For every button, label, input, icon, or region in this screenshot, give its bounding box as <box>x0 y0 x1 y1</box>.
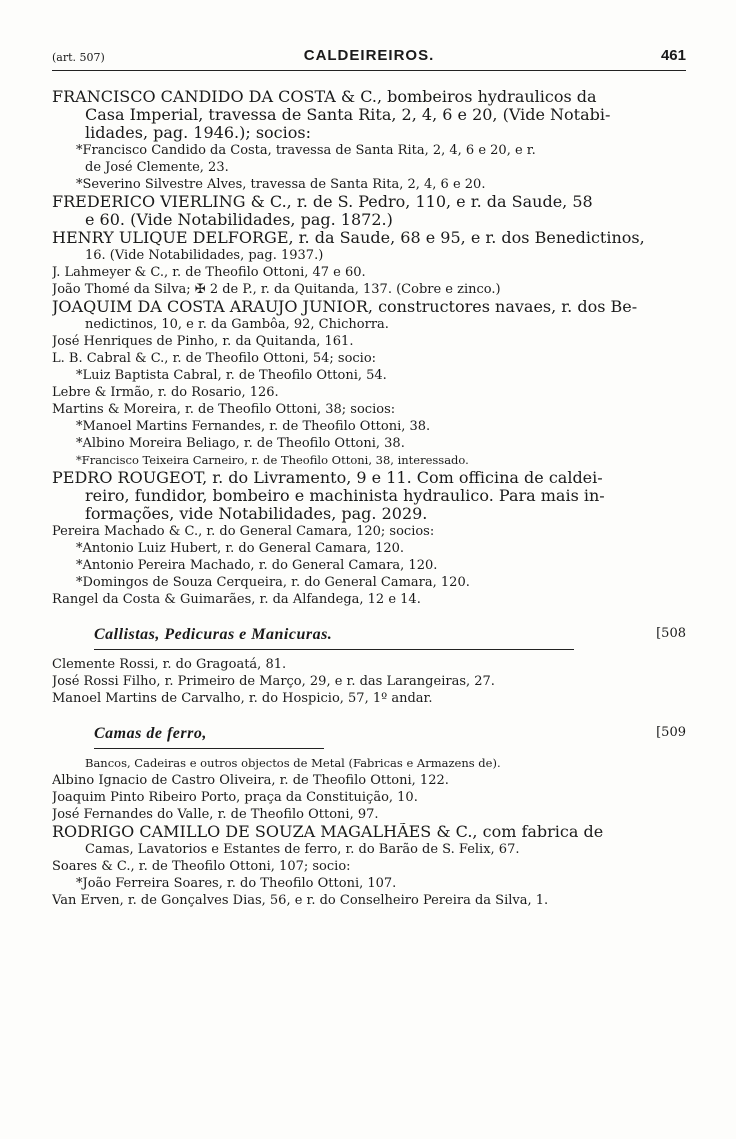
directory-entry: L. B. Cabral & C., r. de Theofilo Ottoni, 54; socio: <box>52 351 377 366</box>
directory-entry: *Severino Silvestre Alves, travessa de Santa Rita, 2, 4, 6 e 20. <box>76 177 486 192</box>
directory-entry: FRANCISCO CANDIDO DA COSTA & C., bombeiros hydraulicos da <box>52 88 597 106</box>
directory-entry: *Albino Moreira Beliago, r. de Theofilo Ottoni, 38. <box>76 436 405 451</box>
section-title: Callistas, Pedicuras e Manicuras. <box>94 626 333 643</box>
directory-entry: *Domingos de Souza Cerqueira, r. do General Camara, 120. <box>76 575 470 590</box>
directory-entry: Camas, Lavatorios e Estantes de ferro, r. do Barão de S. Felix, 67. <box>85 842 520 857</box>
section-number: [509 <box>656 725 686 740</box>
directory-entry: formações, vide Notabilidades, pag. 2029. <box>85 505 428 523</box>
directory-entry: J. Lahmeyer & C., r. de Theofilo Ottoni, 47 e 60. <box>52 265 366 280</box>
section-number: [508 <box>656 626 686 641</box>
article-ref: (art. 507) <box>52 51 105 64</box>
directory-entry: de José Clemente, 23. <box>85 160 229 175</box>
directory-entry: Lebre & Irmão, r. do Rosario, 126. <box>52 385 279 400</box>
directory-entry: 16. (Vide Notabilidades, pag. 1937.) <box>85 248 324 263</box>
page-title: CALDEIREIROS. <box>303 47 435 64</box>
directory-entry: João Thomé da Silva; ✠ 2 de P., r. da Quitanda, 137. (Cobre e zinco.) <box>52 282 501 297</box>
directory-entry: Rangel da Costa & Guimarães, r. da Alfandega, 12 e 14. <box>52 592 421 607</box>
directory-entry: reiro, fundidor, bombeiro e machinista hydraulico. Para mais in- <box>85 487 605 505</box>
section-rule <box>94 649 574 650</box>
directory-entry: *Manoel Martins Fernandes, r. de Theofilo Ottoni, 38. <box>76 419 431 434</box>
directory-entry: José Fernandes do Valle, r. de Theofilo Ottoni, 97. <box>52 807 379 822</box>
section-rule <box>94 748 324 749</box>
directory-entry: Van Erven, r. de Gonçalves Dias, 56, e r. do Conselheiro Pereira da Silva, 1. <box>52 893 549 908</box>
directory-entry: *Antonio Luiz Hubert, r. do General Camara, 120. <box>76 541 405 556</box>
directory-entry: JOAQUIM DA COSTA ARAUJO JUNIOR, constructores navaes, r. dos Be- <box>52 298 638 316</box>
directory-entry: FREDERICO VIERLING & C., r. de S. Pedro, 110, e r. da Saude, 58 <box>52 193 593 211</box>
directory-entry: Clemente Rossi, r. do Gragoatá, 81. <box>52 657 287 672</box>
directory-entry: e 60. (Vide Notabilidades, pag. 1872.) <box>85 211 393 229</box>
section-heading-509 <box>52 721 686 755</box>
camas-list <box>52 755 686 909</box>
directory-entry: Albino Ignacio de Castro Oliveira, r. de Theofilo Ottoni, 122. <box>52 773 449 788</box>
callistas-list <box>52 656 686 707</box>
header-rule <box>52 70 686 71</box>
directory-entry: nedictinos, 10, e r. da Gambôa, 92, Chichorra. <box>85 317 389 332</box>
directory-entry: Joaquim Pinto Ribeiro Porto, praça da Constituição, 10. <box>52 790 418 805</box>
directory-entry: Martins & Moreira, r. de Theofilo Ottoni, 38; socios: <box>52 402 396 417</box>
section-title: Camas de ferro, <box>94 725 207 742</box>
directory-entry: *Luiz Baptista Cabral, r. de Theofilo Ottoni, 54. <box>76 368 387 383</box>
caldeireiros-list <box>52 88 686 608</box>
directory-entry: José Rossi Filho, r. Primeiro de Março, 29, e r. das Larangeiras, 27. <box>52 674 495 689</box>
directory-entry: PEDRO ROUGEOT, r. do Livramento, 9 e 11. Com officina de caldei- <box>52 469 603 487</box>
directory-entry: RODRIGO CAMILLO DE SOUZA MAGALHÃES & C., com fabrica de <box>52 823 604 841</box>
directory-entry: Pereira Machado & C., r. do General Camara, 120; socios: <box>52 524 435 539</box>
page-header <box>52 47 686 71</box>
directory-entry: *Antonio Pereira Machado, r. do General Camara, 120. <box>76 558 438 573</box>
directory-entry: *João Ferreira Soares, r. do Theofilo Ottoni, 107. <box>76 876 397 891</box>
directory-entry: Casa Imperial, travessa de Santa Rita, 2, 4, 6 e 20, (Vide Notabi- <box>85 106 611 124</box>
directory-entry: *Francisco Teixeira Carneiro, r. de Theofilo Ottoni, 38, interessado. <box>76 453 469 467</box>
directory-entry: Soares & C., r. de Theofilo Ottoni, 107; socio: <box>52 859 351 874</box>
directory-entry: lidades, pag. 1946.); socios: <box>85 124 311 142</box>
directory-entry: HENRY ULIQUE DELFORGE, r. da Saude, 68 e 95, e r. dos Benedictinos, <box>52 229 645 247</box>
page-number: 461 <box>660 47 686 64</box>
directory-entry: Manoel Martins de Carvalho, r. do Hospicio, 57, 1º andar. <box>52 691 433 706</box>
content <box>52 88 686 909</box>
section-heading-508 <box>52 622 686 656</box>
directory-entry: *Francisco Candido da Costa, travessa de Santa Rita, 2, 4, 6 e 20, e r. <box>76 143 536 158</box>
directory-entry: José Henriques de Pinho, r. da Quitanda, 161. <box>52 334 354 349</box>
directory-entry: Bancos, Cadeiras e outros objectos de Metal (Fabricas e Armazens de). <box>85 756 501 770</box>
